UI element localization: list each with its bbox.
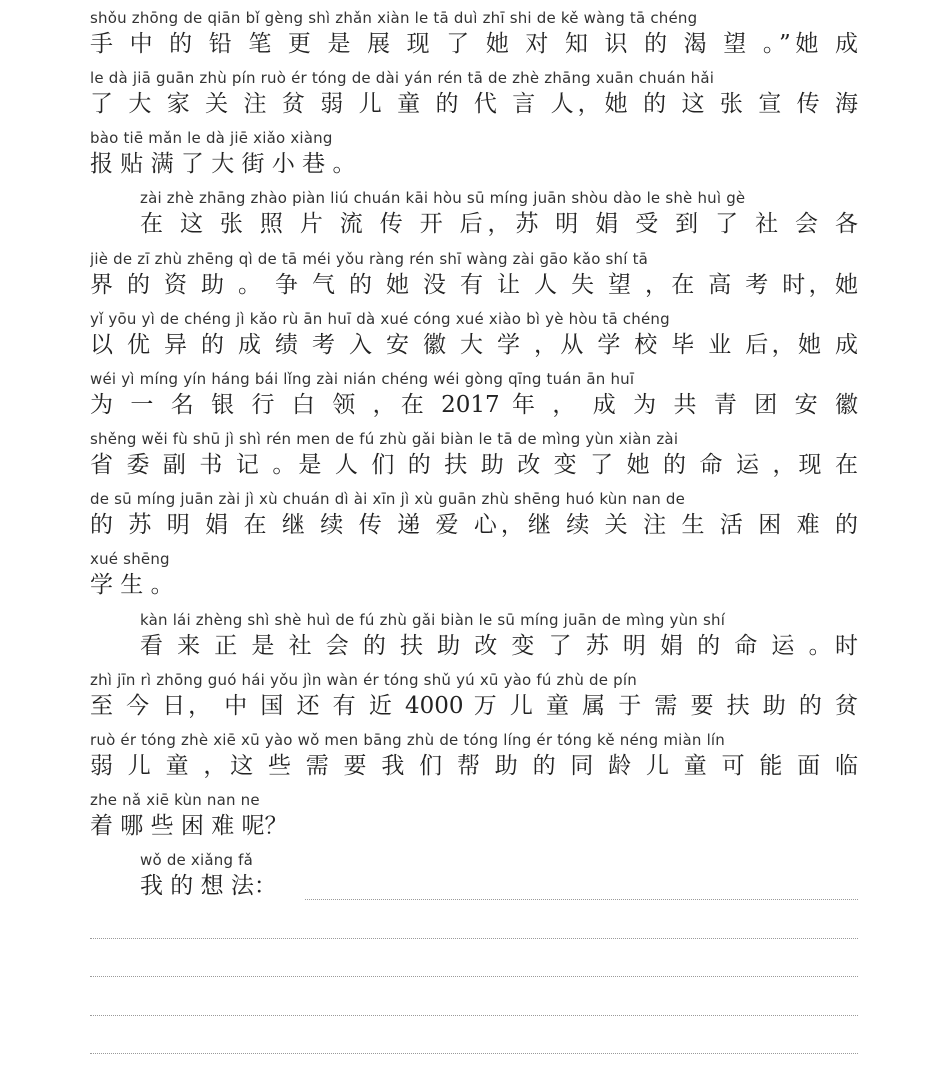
text-line: 的 苏 明 娟 在 继 续 传 递 爱 心，继 续 关 注 生 活 困 难 的 <box>90 512 858 538</box>
text-line: 看 来 正 是 社 会 的 扶 助 改 变 了 苏 明 娟 的 命 运 。时 <box>140 633 858 659</box>
pinyin-line: de sū míng juān zài jì xù chuán dì ài xīn jì xù guān zhù shēng huó kùn nan de <box>90 490 686 508</box>
pinyin-line: jiè de zī zhù zhēng qì de tā méi yǒu ràng rén shī wàng zài gāo kǎo shí tā <box>90 250 649 268</box>
text-line: 在 这 张 照 片 流 传 开 后，苏 明 娟 受 到 了 社 会 各 <box>140 211 858 237</box>
text-line: 至 今 日， 中 国 还 有 近 4000 万 儿 童 属 于 需 要 扶 助 的 贫 <box>90 693 858 719</box>
pinyin-line: zhì jīn rì zhōng guó hái yǒu jìn wàn ér tóng shǔ yú xū yào fú zhù de pín <box>90 671 637 689</box>
text-line: 了 大 家 关 注 贫 弱 儿 童 的 代 言 人，她 的 这 张 宣 传 海 <box>90 91 858 117</box>
text-line: 弱 儿 童 ，这 些 需 要 我 们 帮 助 的 同 龄 儿 童 可 能 面 临 <box>90 753 858 779</box>
pinyin-line: zài zhè zhāng zhào piàn liú chuán kāi hòu sū míng juān shòu dào le shè huì gè <box>140 189 746 207</box>
pinyin-line: ruò ér tóng zhè xiē xū yào wǒ men bāng zhù de tóng líng ér tóng kě néng miàn lín <box>90 731 726 749</box>
text-line: 着 哪 些 困 难 呢？ <box>90 813 288 839</box>
pinyin-line: yǐ yōu yì de chéng jì kǎo rù ān huī dà xué cóng xué xiào bì yè hòu tā chéng <box>90 310 670 328</box>
answer-line[interactable] <box>90 1053 858 1054</box>
pinyin-line: wéi yì míng yín háng bái lǐng zài nián chéng wéi gòng qīng tuán ān huī <box>90 370 635 388</box>
answer-line[interactable] <box>305 899 858 900</box>
text-line: 手 中 的 铅 笔 更 是 展 现 了 她 对 知 识 的 渴 望 。”她 成 <box>90 31 858 57</box>
text-line: 界 的 资 助 。 争 气 的 她 没 有 让 人 失 望 ，在 高 考 时，她 <box>90 272 858 298</box>
answer-line[interactable] <box>90 1015 858 1016</box>
text-line: 以 优 异 的 成 绩 考 入 安 徽 大 学 ，从 学 校 毕 业 后，她 成 <box>90 332 858 358</box>
my-thoughts-label: 我 的 想 法： <box>140 873 277 899</box>
answer-line[interactable] <box>90 938 858 939</box>
text-line: 学 生 。 <box>90 572 174 598</box>
pinyin-line: shǒu zhōng de qiān bǐ gèng shì zhǎn xiàn le tā duì zhī shi de kě wàng tā chéng <box>90 9 698 27</box>
text-line: 省 委 副 书 记 。是 人 们 的 扶 助 改 变 了 她 的 命 运 ，现 在 <box>90 452 858 478</box>
pinyin-line: wǒ de xiǎng fǎ <box>140 851 254 869</box>
pinyin-line: kàn lái zhèng shì shè huì de fú zhù gǎi biàn le sū míng juān de mìng yùn shí <box>140 611 726 629</box>
pinyin-line: bào tiē mǎn le dà jiē xiǎo xiàng <box>90 129 333 147</box>
pinyin-line: le dà jiā guān zhù pín ruò ér tóng de dài yán rén tā de zhè zhāng xuān chuán hǎi <box>90 69 715 87</box>
pinyin-line: shěng wěi fù shū jì shì rén men de fú zhù gǎi biàn le tā de mìng yùn xiàn zài <box>90 430 679 448</box>
pinyin-line: zhe nǎ xiē kùn nan ne <box>90 791 260 809</box>
text-line: 为 一 名 银 行 白 领 ，在 2017 年 ， 成 为 共 青 团 安 徽 <box>90 392 858 418</box>
text-line: 报 贴 满 了 大 街 小 巷 。 <box>90 151 356 177</box>
pinyin-line: xué shēng <box>90 550 170 568</box>
answer-line[interactable] <box>90 976 858 977</box>
